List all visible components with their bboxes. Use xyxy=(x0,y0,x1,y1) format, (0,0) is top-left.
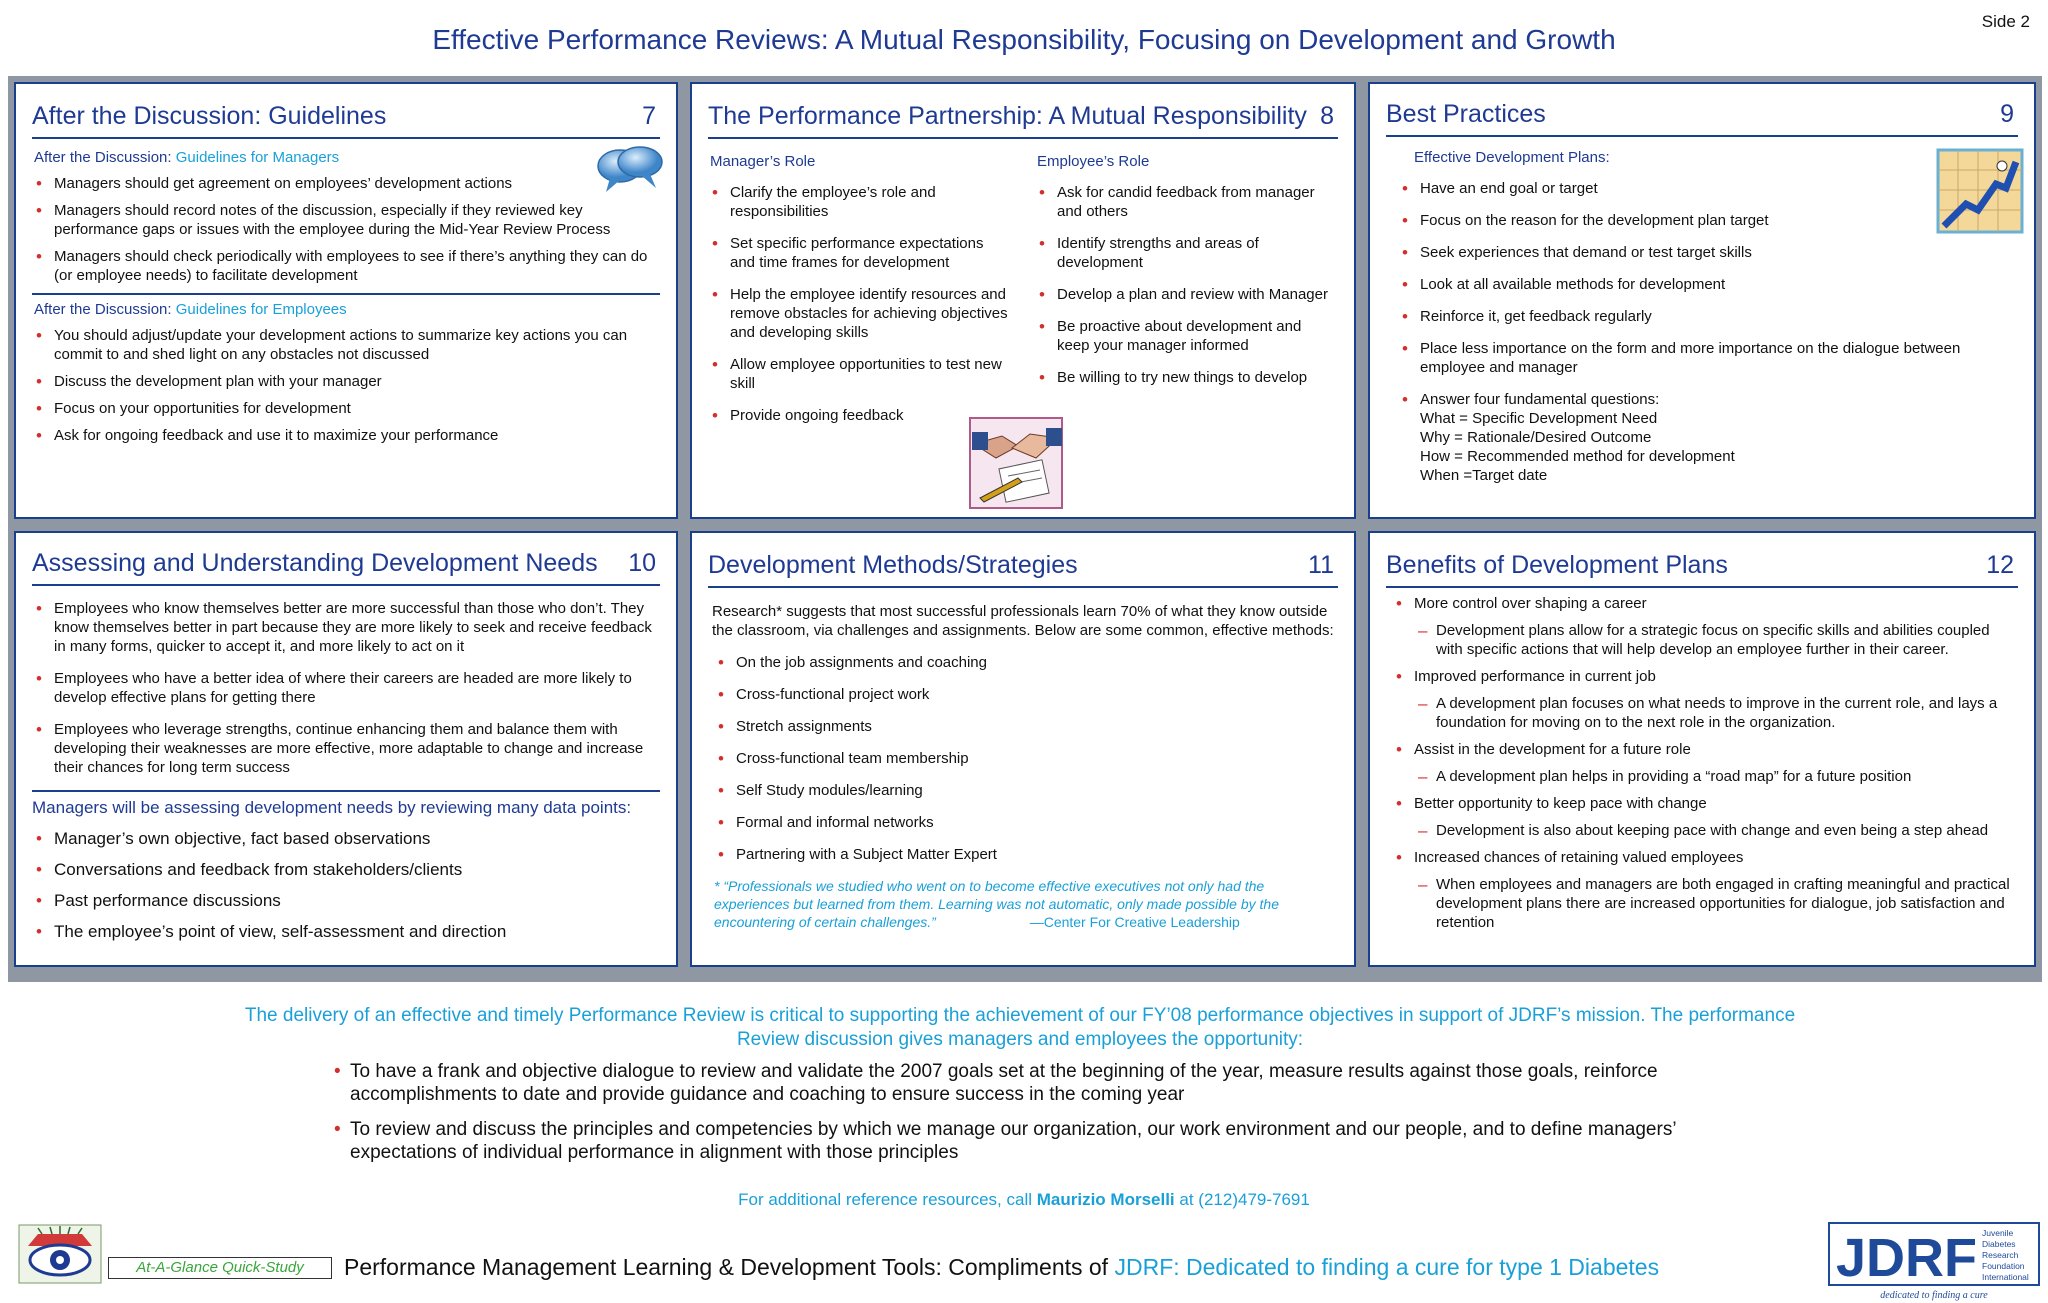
data-points-list xyxy=(32,828,660,942)
panel-number: 11 xyxy=(1308,551,1334,579)
jdrf-side-line: Foundation xyxy=(1982,1261,2025,1271)
benefit-sublist xyxy=(1414,767,2018,786)
list-item: • On the job assignments and coaching xyxy=(714,653,1338,672)
benefit-sublist xyxy=(1414,694,2018,732)
list-item: • Past performance discussions xyxy=(32,890,660,911)
employees-label: Guidelines for Employees xyxy=(175,301,347,318)
manager-role-heading: Manager’s Role xyxy=(710,153,816,170)
list-item: • Help the employee identify resources and remove obstacles for achieving objectives and developing skills xyxy=(708,285,1011,342)
list-item: • Have an end goal or target xyxy=(1398,179,2018,198)
list-item: • To have a frank and objective dialogue to review and validate the 2007 goals set at the beginning of the year, measure results against those goals, reinforce accomplishments to date and provide guidance and coaching to ensure success in the coming year xyxy=(330,1060,1710,1106)
managers-subheading xyxy=(34,149,660,166)
panel-title: Best Practices xyxy=(1386,100,1546,128)
panel-header xyxy=(1386,100,2018,137)
side-label: Side 2 xyxy=(1981,12,2030,31)
question-why: Why = Rationale/Desired Outcome xyxy=(1420,429,1652,446)
benefit-text: Better opportunity to keep pace with change xyxy=(1414,795,1707,812)
panel-title: Assessing and Understanding Development Needs xyxy=(32,549,598,577)
list-item: • Conversations and feedback from stakeholders/clients xyxy=(32,859,660,880)
questions-intro: Answer four fundamental questions: xyxy=(1420,391,1660,408)
list-item: • Discuss the development plan with your manager xyxy=(32,372,660,391)
jdrf-side-line: Juvenile xyxy=(1982,1228,2014,1238)
divider xyxy=(32,790,660,792)
page-title: Effective Performance Reviews: A Mutual Responsibility, Focusing on Development and Growth xyxy=(432,24,1616,55)
list-item: • To review and discuss the principles and competencies by which we manage our organization, our work environment and our people, and to define managers’ expectations of individual performance in alignment with those principles xyxy=(330,1118,1710,1164)
employee-role-list xyxy=(1035,183,1338,387)
list-item: • Identify strengths and areas of development xyxy=(1035,234,1338,272)
list-item: • Seek experiences that demand or test target skills xyxy=(1398,243,2018,262)
list-item: • Ask for ongoing feedback and use it to maximize your performance xyxy=(32,426,660,445)
benefit-sublist xyxy=(1414,875,2018,932)
panel-number: 7 xyxy=(642,102,656,130)
panel-number: 9 xyxy=(2000,100,2014,128)
panel-title: Development Methods/Strategies xyxy=(708,551,1078,579)
list-item: • Employees who leverage strengths, continue enhancing them and balance them with developing their weaknesses are more effective, more adaptable to change and increase their chances for long term success xyxy=(32,720,660,777)
footer-highlight: JDRF: Dedicated to finding a cure for type 1 Diabetes xyxy=(1114,1254,1660,1280)
methods-intro: Research* suggests that most successful professionals learn 70% of what they know outside the classroom, via challenges and assignments. Below are some common, effective methods: xyxy=(712,603,1334,639)
eye-logo-icon xyxy=(18,1224,102,1284)
list-item: • Allow employee opportunities to test new skill xyxy=(708,355,1011,393)
list-item xyxy=(1392,740,2018,786)
best-practices-subheading: Effective Development Plans: xyxy=(1414,149,1610,166)
list-item: • Cross-functional project work xyxy=(714,685,1338,704)
panel-grid xyxy=(8,76,2042,982)
list-item: • The employee’s point of view, self-assessment and direction xyxy=(32,921,660,942)
research-quote xyxy=(714,877,1338,931)
panel-title: After the Discussion: Guidelines xyxy=(32,102,387,130)
manager-role-list xyxy=(708,183,1011,425)
benefit-text: Improved performance in current job xyxy=(1414,668,1656,685)
quote-source: —Center For Creative Leadership xyxy=(1029,914,1240,930)
list-item: • Managers should get agreement on employees’ development actions xyxy=(32,174,660,193)
jdrf-tagline: dedicated to finding a cure xyxy=(1880,1290,1988,1301)
assessing-list xyxy=(32,599,660,777)
employee-role-column xyxy=(1035,139,1338,438)
list-item: • Ask for candid feedback from manager and others xyxy=(1035,183,1338,221)
bottom-intro: The delivery of an effective and timely Performance Review is critical to supporting the achievement of our FY’08 performance objectives in support of JDRF’s mission. The performance Review discussion gives managers and employees the opportunity: xyxy=(244,1005,1796,1050)
panel-header xyxy=(32,102,660,139)
jdrf-side-line: Diabetes xyxy=(1982,1239,2016,1249)
footer-main: Performance Management Learning & Development Tools: Compliments of xyxy=(344,1254,1109,1280)
panel-number: 10 xyxy=(628,549,656,577)
best-practices-list xyxy=(1398,179,2018,485)
methods-list xyxy=(714,653,1338,864)
panel-number: 12 xyxy=(1986,551,2014,579)
benefit-text: Increased chances of retaining valued employees xyxy=(1414,849,1744,866)
list-item xyxy=(1392,667,2018,732)
panel-header xyxy=(32,549,660,586)
role-columns xyxy=(708,139,1338,438)
benefit-detail: – A development plan helps in providing a “road map” for a future position xyxy=(1414,767,2018,786)
list-item: • Managers should check periodically with employees to see if there’s anything they can do (or employee needs) to facilitate development xyxy=(32,247,660,285)
contact-prefix: For additional reference resources, call xyxy=(738,1190,1033,1209)
benefit-detail: – A development plan focuses on what needs to improve in the current role, and lays a foundation for moving on to the next role in the organization. xyxy=(1414,694,2018,732)
benefit-sublist xyxy=(1414,821,2018,840)
list-item: • Focus on your opportunities for development xyxy=(32,399,660,418)
list-item: • Cross-functional team membership xyxy=(714,749,1338,768)
employee-role-heading: Employee’s Role xyxy=(1037,153,1150,170)
benefit-sublist xyxy=(1414,621,2018,659)
benefit-detail: – When employees and managers are both engaged in crafting meaningful and practical development plans there are increased opportunities for dialogue, job satisfaction and retention xyxy=(1414,875,2018,932)
panel-partnership xyxy=(690,82,1356,519)
list-item: • Focus on the reason for the development plan target xyxy=(1398,211,2018,230)
benefit-text: Assist in the development for a future role xyxy=(1414,741,1691,758)
list-item: • Develop a plan and review with Manager xyxy=(1035,285,1338,304)
divider xyxy=(32,293,660,295)
employees-subheading xyxy=(34,301,660,318)
contact-line xyxy=(0,1190,2048,1210)
list-item xyxy=(1392,794,2018,840)
list-item xyxy=(1392,848,2018,932)
list-item: • Be willing to try new things to develop xyxy=(1035,368,1338,387)
panel-after-discussion xyxy=(14,82,678,519)
list-item: • Be proactive about development and keep your manager informed xyxy=(1035,317,1338,355)
data-points-heading: Managers will be assessing development needs by reviewing many data points: xyxy=(32,798,632,817)
managers-prefix: After the Discussion: xyxy=(34,149,172,166)
managers-label: Guidelines for Managers xyxy=(175,149,340,166)
question-how: How = Recommended method for development xyxy=(1420,448,1735,465)
panel-title: Benefits of Development Plans xyxy=(1386,551,1728,579)
panel-benefits xyxy=(1368,531,2036,967)
quote-text: * “Professionals we studied who went on to become effective executives not only had the experiences but learned from them. Learning was not automatic, only made possible by the encountering of certain challenges.” xyxy=(714,878,1279,930)
footer-text xyxy=(344,1254,1659,1281)
quick-study-label: At-A-Glance Quick-Study xyxy=(108,1257,332,1279)
list-item: • Partnering with a Subject Matter Expert xyxy=(714,845,1338,864)
list-item: • You should adjust/update your development actions to summarize key actions you can commit to and shed light on any obstacles not discussed xyxy=(32,326,660,364)
bottom-opportunity-list xyxy=(330,1060,1710,1176)
manager-role-column xyxy=(708,139,1011,438)
list-item xyxy=(1392,594,2018,659)
benefits-list xyxy=(1392,594,2018,932)
benefit-detail: – Development is also about keeping pace with change and even being a step ahead xyxy=(1414,821,2018,840)
panel-methods xyxy=(690,531,1356,967)
list-item: • Provide ongoing feedback xyxy=(708,406,1011,425)
list-item: • Employees who have a better idea of where their careers are headed are more likely to develop effective plans for getting there xyxy=(32,669,660,707)
list-item: • Look at all available methods for development xyxy=(1398,275,2018,294)
contact-name: Maurizio Morselli xyxy=(1036,1190,1175,1209)
panel-best-practices xyxy=(1368,82,2036,519)
list-item: • Set specific performance expectations and time frames for development xyxy=(708,234,1011,272)
list-item: • Clarify the employee’s role and responsibilities xyxy=(708,183,1011,221)
list-item: • Formal and informal networks xyxy=(714,813,1338,832)
list-item: • Reinforce it, get feedback regularly xyxy=(1398,307,2018,326)
employees-guidelines-list xyxy=(32,326,660,445)
question-what: What = Specific Development Need xyxy=(1420,410,1658,427)
list-item: • Employees who know themselves better are more successful than those who don’t. They know themselves better in part because they are more likely to seek and receive feedback in many forms, quicker to accept it, and more likely to act on it xyxy=(32,599,660,656)
benefit-detail: – Development plans allow for a strategic focus on specific skills and abilities coupled with specific actions that will help develop an employee further in their career. xyxy=(1414,621,2018,659)
list-item: • Manager’s own objective, fact based observations xyxy=(32,828,660,849)
panel-assessing xyxy=(14,531,678,967)
contact-phone: at (212)479-7691 xyxy=(1179,1190,1310,1209)
panel-header xyxy=(708,102,1338,139)
managers-guidelines-list xyxy=(32,174,660,285)
panel-header xyxy=(1386,551,2018,588)
list-item: • Place less importance on the form and more importance on the dialogue between employee and manager xyxy=(1398,339,2018,377)
list-item: • Managers should record notes of the discussion, especially if they reviewed key performance gaps or issues with the employee during the Mid-Year Review Process xyxy=(32,201,660,239)
jdrf-side-line: International xyxy=(1982,1272,2029,1282)
employees-prefix: After the Discussion: xyxy=(34,301,172,318)
list-item xyxy=(1398,390,2018,485)
jdrf-logo xyxy=(1828,1222,2040,1302)
panel-number: 8 xyxy=(1320,102,1334,130)
benefit-text: More control over shaping a career xyxy=(1414,595,1647,612)
handshake-icon xyxy=(966,414,1066,512)
panel-title: The Performance Partnership: A Mutual Responsibility xyxy=(708,102,1307,130)
list-item: • Stretch assignments xyxy=(714,717,1338,736)
panel-header xyxy=(708,551,1338,588)
jdrf-letters: JDRF xyxy=(1836,1228,1978,1288)
list-item: • Self Study modules/learning xyxy=(714,781,1338,800)
jdrf-side-line: Research xyxy=(1982,1250,2019,1260)
question-when: When =Target date xyxy=(1420,467,1548,484)
